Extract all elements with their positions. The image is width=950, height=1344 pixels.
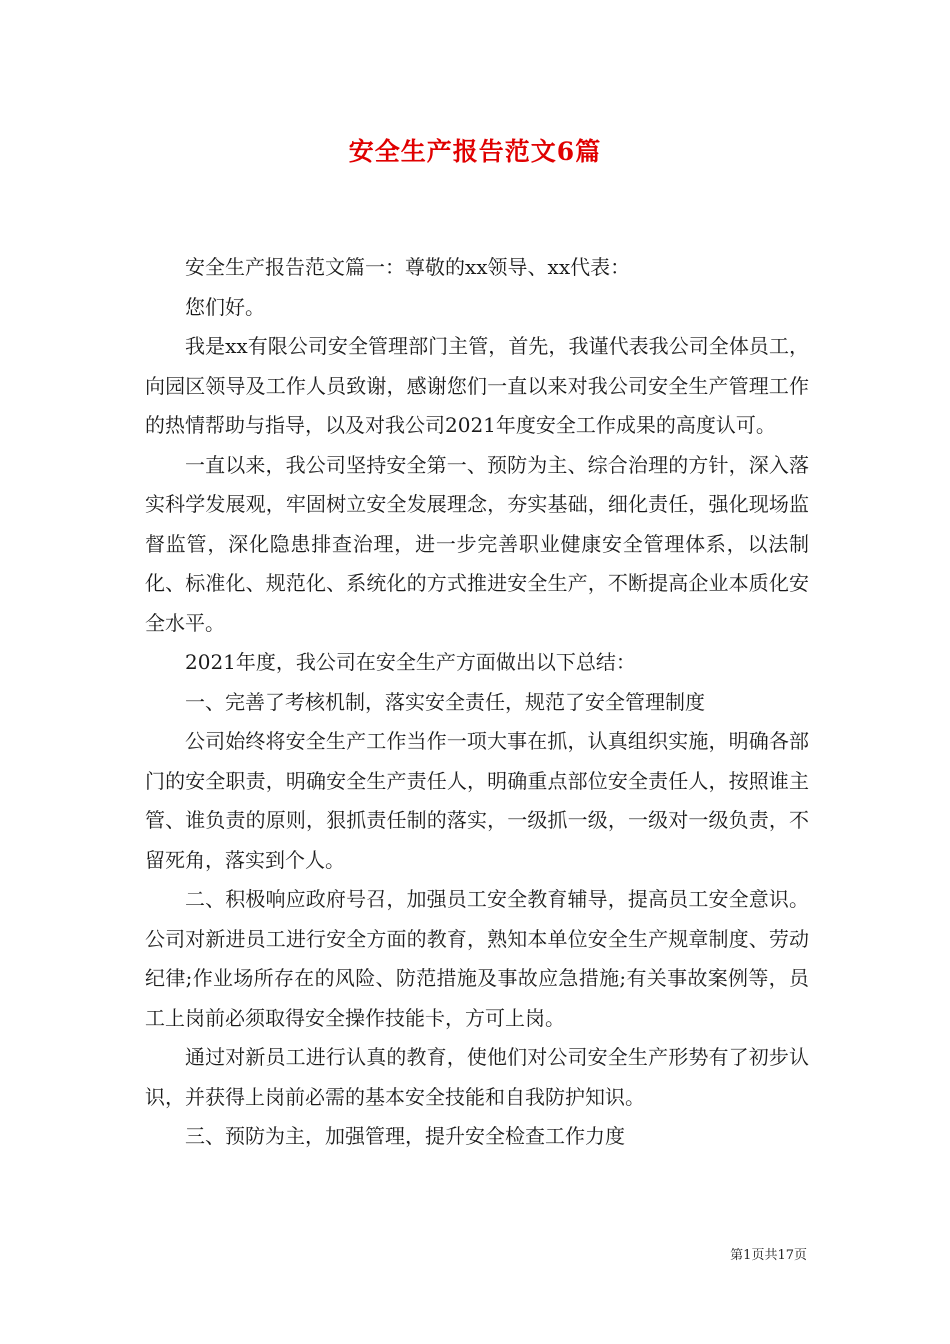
document-body [145, 248, 809, 1157]
paragraph-salutation: 安全生产报告范文篇一：尊敬的xx领导、xx代表： [185, 255, 631, 279]
paragraph-policy: 一直以来，我公司坚持安全第一、预防为主、综合治理的方针，深入落实科学发展观，牢固树立安全发展理念，夯实基础，细化责任，强化现场监督监管，深化隐患排查治理，进一步完善职业健康安全管理体系，以法制化、标准化、规范化、系统化的方式推进安全生产，不断提高企业本质化安全水平。 [145, 452, 809, 635]
page-number: 第1页共17页 [730, 1248, 807, 1263]
section-heading-2: 二、积极响应政府号召，加强员工安全教育辅导，提高员工安全意识。公司对新进员工进行安全方面的教育，熟知本单位安全生产规章制度、劳动纪律;作业场所存在的风险、防范措施及事故应急措施;有关事故案例等，员工上岗前必须取得安全操作技能卡，方可上岗。 [145, 887, 809, 1030]
paragraph-summary-intro: 2021年度，我公司在安全生产方面做出以下总结： [185, 650, 636, 674]
paragraph-responsibility: 公司始终将安全生产工作当作一项大事在抓，认真组织实施，明确各部门的安全职责，明确安全生产责任人，明确重点部位安全责任人，按照谁主管、谁负责的原则，狠抓责任制的落实，一级抓一级，一级对一级负责，不留死角，落实到个人。 [145, 729, 809, 872]
paragraph-greeting: 您们好。 [185, 294, 265, 319]
paragraph-introduction: 我是xx有限公司安全管理部门主管，首先，我谨代表我公司全体员工，向园区领导及工作人员致谢，感谢您们一直以来对我公司安全生产管理工作的热情帮助与指导，以及对我公司2021年度安全工作成果的高度认可。 [145, 334, 809, 437]
paragraph-training: 通过对新员工进行认真的教育，使他们对公司安全生产形势有了初步认识，并获得上岗前必需的基本安全技能和自我防护知识。 [145, 1045, 809, 1109]
page-title: 安全生产报告范文6篇 [348, 137, 602, 166]
section-heading-1: 一、完善了考核机制，落实安全责任，规范了安全管理制度 [185, 689, 705, 714]
section-heading-3: 三、预防为主，加强管理，提升安全检查工作力度 [185, 1124, 625, 1148]
